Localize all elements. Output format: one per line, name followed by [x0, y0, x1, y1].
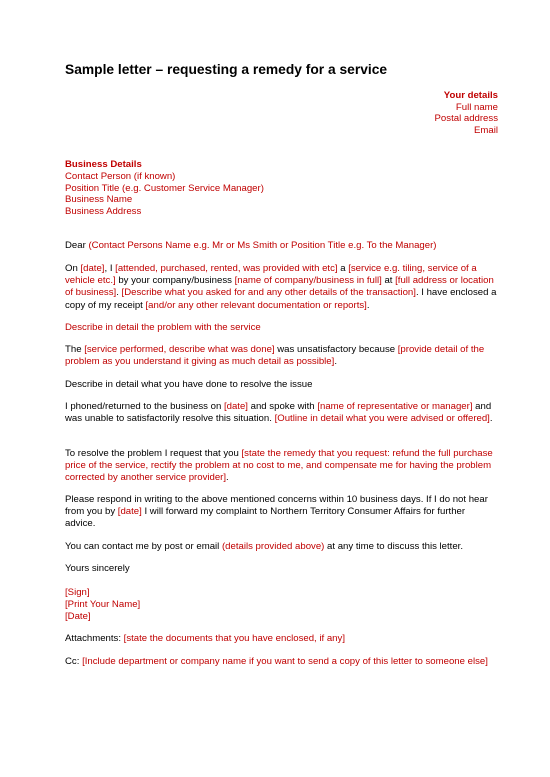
paragraph-remedy-request: [65, 448, 497, 485]
salutation-prefix: Dear: [65, 240, 89, 251]
attachments-line: [65, 633, 497, 645]
placeholder-span: [date]: [223, 401, 248, 412]
signature-date: [Date]: [65, 611, 91, 623]
your-details-email: Email: [474, 124, 498, 136]
text-span: I phoned/returned to the business on: [65, 401, 224, 412]
text-span: by your company/business: [115, 275, 235, 287]
text-span: , I: [104, 263, 116, 274]
placeholder-span: [name of company/business in full]: [234, 275, 382, 287]
placeholder-span: [Describe what you asked for and any other details of the transaction]: [121, 287, 416, 299]
placeholder-span: [Outline in detail what you were advised or offered]: [274, 413, 490, 425]
placeholder-span: [name of representative or manager]: [317, 401, 473, 412]
text-span: The: [65, 344, 85, 355]
text-span: .: [366, 299, 370, 311]
signature-print-name: [Print Your Name]: [65, 599, 141, 611]
paragraph-problem-instruction: Describe in detail the problem with the service: [65, 322, 261, 333]
paragraph-resolve-instruction: Describe in detail what you have done to resolve the issue: [65, 379, 313, 390]
placeholder-span: [date]: [80, 263, 105, 274]
signature-block: [65, 587, 497, 624]
paragraph-contact-attempt: [65, 401, 497, 425]
cc-line: [65, 656, 497, 668]
cc-placeholder: [Include department or company name if you want to send a copy of this letter to someone else]: [82, 656, 488, 667]
attachments-placeholder: [state the documents that you have enclosed, if any]: [123, 633, 345, 644]
business-details-block: [65, 159, 264, 218]
text-span: To resolve the problem I request that you: [65, 448, 242, 459]
paragraph-contact-details: [65, 541, 497, 553]
text-span: .: [226, 472, 229, 484]
text-span: .: [489, 413, 493, 425]
placeholder-span: [provide detail of the problem as you understand it giving as much detail as possible]: [65, 344, 485, 368]
paragraph-service-detail: [65, 344, 497, 368]
placeholder-span: [service e.g. tiling, service of a vehicle etc.]: [65, 263, 477, 287]
your-details-heading: Your details: [443, 90, 498, 101]
salutation: [65, 240, 497, 252]
business-position-title: Position Title (e.g. Customer Service Manager): [65, 182, 264, 194]
text-span: I will forward my complaint to Northern Territory Consumer Affairs for further advice.: [65, 506, 466, 530]
placeholder-span: [attended, purchased, rented, was provided with etc]: [115, 263, 338, 274]
business-details-heading: Business Details: [65, 159, 142, 170]
business-contact-person: Contact Person (if known): [65, 170, 176, 182]
paragraph-transaction: [65, 263, 497, 312]
placeholder-span: [service performed, describe what was done]: [84, 344, 275, 355]
text-span: .: [334, 356, 337, 368]
page-title: Sample letter – requesting a remedy for a service: [65, 62, 388, 77]
text-span: a: [337, 263, 349, 274]
text-span: You can contact me by post or email: [65, 541, 222, 552]
placeholder-span: [date]: [117, 506, 142, 518]
your-details-block: [435, 90, 498, 136]
placeholder-span: [full address or location of business]: [65, 275, 494, 299]
business-address: Business Address: [65, 206, 142, 218]
text-span: and spoke with: [247, 401, 318, 412]
text-span: On: [65, 263, 81, 274]
your-details-full-name: Full name: [455, 101, 498, 113]
text-span: at: [381, 275, 396, 287]
salutation-placeholder: (Contact Persons Name e.g. Mr or Ms Smith or Position Title e.g. To the Manager): [88, 240, 437, 251]
attachments-label: Attachments:: [65, 633, 124, 644]
signature-sign: [Sign]: [65, 587, 90, 598]
text-span: and was unable to satisfactorily resolve this situation.: [65, 401, 492, 425]
text-span: at any time to discuss this letter.: [324, 541, 464, 552]
placeholder-span: [and/or any other relevant documentation or reports]: [145, 299, 367, 311]
text-span: . I have enclosed a copy of my receipt: [65, 287, 497, 311]
placeholder-span: [state the remedy that you request: refund the full purchase price of the service, rectify the problem at no cost to me, and compensate me for having the problem corrected by another service provider]: [65, 448, 493, 484]
paragraph-response-deadline: [65, 494, 497, 531]
your-details-postal-address: Postal address: [434, 113, 498, 125]
business-name: Business Name: [65, 194, 133, 206]
text-span: was unsatisfactory because: [274, 344, 398, 355]
closing: Yours sincerely: [65, 563, 130, 574]
text-span: Please respond in writing to the above mentioned concerns within 10 business days. If I do not hear from you by: [65, 494, 488, 518]
text-span: .: [116, 287, 122, 299]
placeholder-span: (details provided above): [221, 541, 325, 552]
cc-label: Cc:: [65, 656, 83, 667]
